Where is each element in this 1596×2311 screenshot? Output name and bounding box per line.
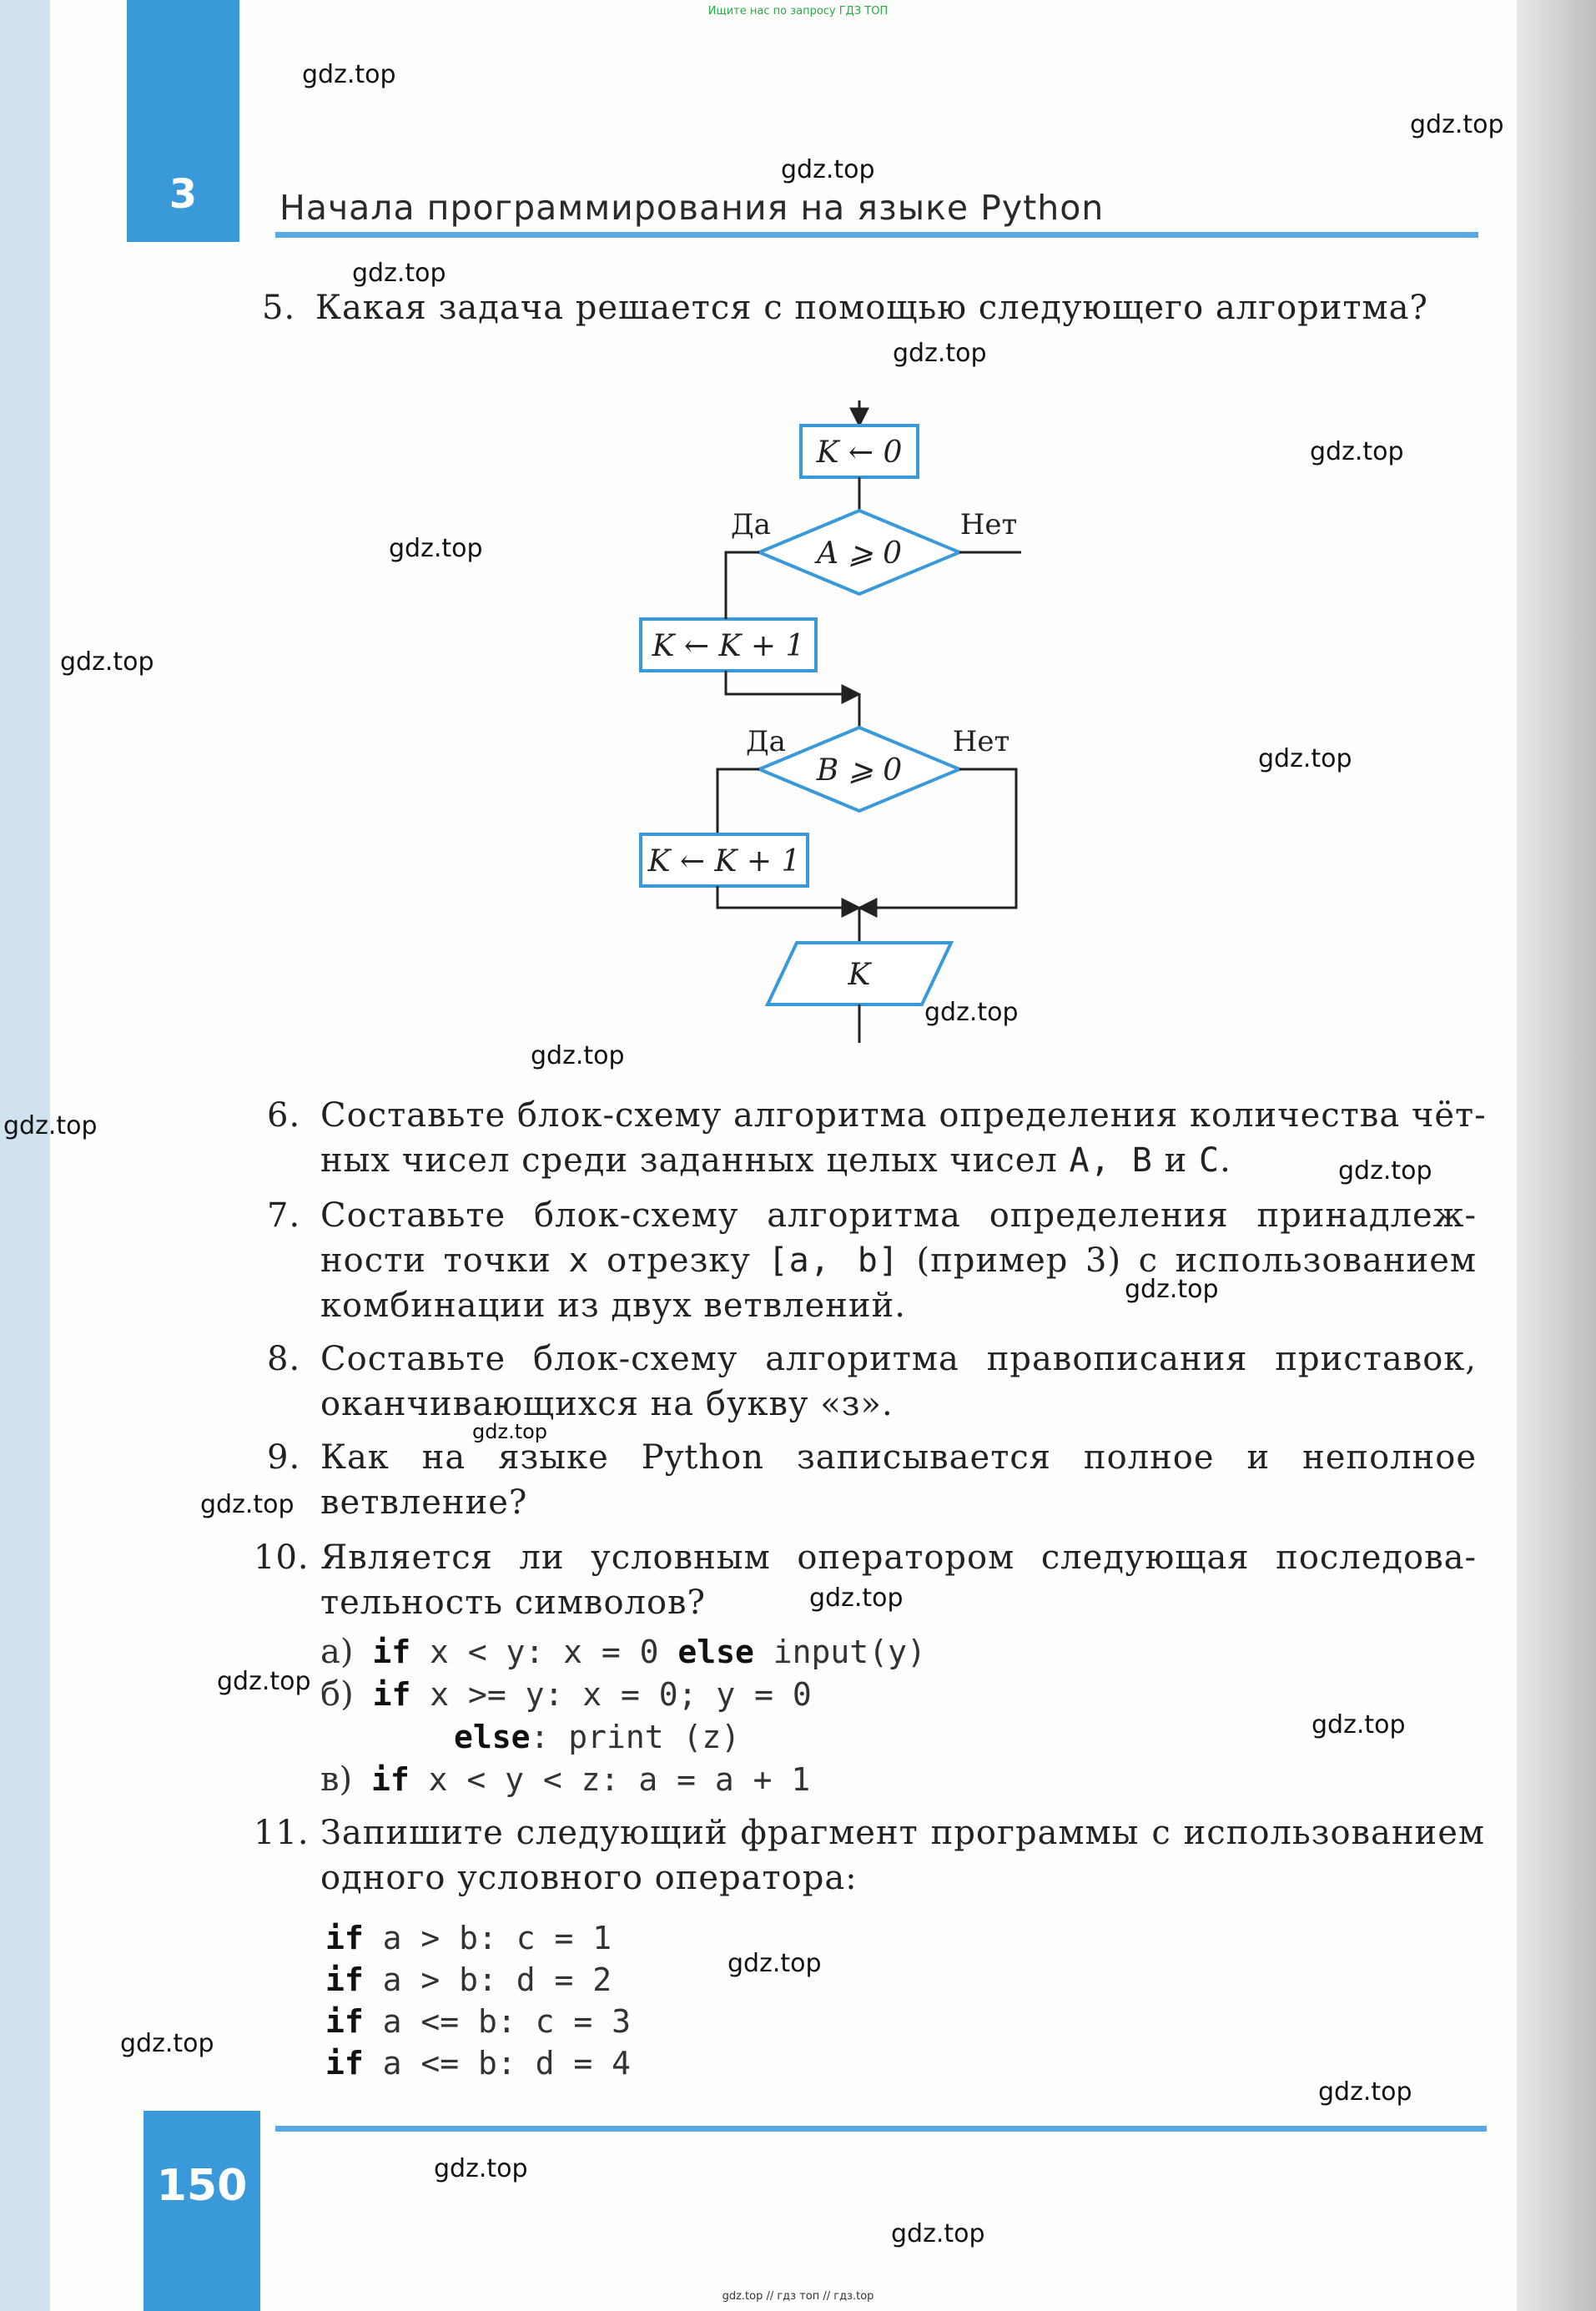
question-number: 7. bbox=[267, 1196, 301, 1235]
watermark: gdz.top bbox=[1310, 437, 1404, 466]
question-text-line-1: Является ли условным оператором следующая последова- bbox=[320, 1538, 1477, 1577]
question-9 bbox=[267, 1435, 1477, 1525]
flowchart bbox=[617, 400, 1018, 1051]
watermark: gdz.top bbox=[3, 1111, 98, 1140]
header-rule bbox=[275, 232, 1478, 238]
code-fragment: a <= b: c = 3 bbox=[363, 2003, 632, 2040]
watermark: gdz.top bbox=[1312, 1710, 1406, 1740]
watermark: gdz.top bbox=[924, 998, 1019, 1027]
question-text-line-2: тельность символов? bbox=[320, 1583, 706, 1622]
question-number: 10. bbox=[254, 1538, 310, 1577]
question-10 bbox=[254, 1535, 1477, 1625]
code-fragment: x < y: x = 0 bbox=[410, 1634, 678, 1670]
watermark: gdz.top bbox=[352, 259, 446, 288]
code-option-a bbox=[320, 1631, 926, 1674]
question-number: 5. bbox=[262, 289, 296, 327]
question-text-line-3: комбинации из двух ветвлений. bbox=[320, 1286, 906, 1325]
question-text: Какая задача решается с помощью следующего алгоритма? bbox=[315, 289, 1428, 327]
question-number: 6. bbox=[267, 1096, 301, 1135]
keyword-else: else bbox=[454, 1719, 531, 1755]
question-5 bbox=[262, 285, 1428, 330]
variable-name: C bbox=[1198, 1141, 1221, 1180]
code-line bbox=[325, 1959, 612, 2001]
variable-name: x bbox=[568, 1241, 590, 1280]
condition-1-text: A ⩾ 0 bbox=[817, 536, 902, 571]
question-text-line-2: оканчивающихся на букву «з». bbox=[320, 1385, 894, 1423]
keyword-if: if bbox=[371, 1761, 410, 1798]
keyword-if: if bbox=[372, 1676, 411, 1713]
page-number: 150 bbox=[156, 2161, 248, 2211]
page-binding-edge bbox=[1517, 0, 1596, 2311]
segment-notation: [a, b] bbox=[768, 1241, 899, 1280]
option-label: б) bbox=[320, 1675, 354, 1714]
watermark: gdz.top bbox=[60, 647, 154, 677]
chapter-title: Начала программирования на языке Python bbox=[279, 188, 1105, 228]
code-option-b bbox=[320, 1674, 812, 1716]
period: . bbox=[1220, 1141, 1231, 1180]
watermark: gdz.top bbox=[302, 60, 396, 89]
code-option-b-else bbox=[454, 1716, 740, 1759]
question-text-fragment: (пример 3) с использованием bbox=[899, 1241, 1477, 1280]
page-number-tab bbox=[143, 2111, 260, 2311]
watermark: gdz.top bbox=[728, 1949, 822, 1978]
no-label-2: Нет bbox=[952, 725, 1010, 758]
increment-1-text: K ← K + 1 bbox=[652, 629, 805, 663]
keyword-if: if bbox=[325, 2045, 364, 2082]
watermark: gdz.top bbox=[472, 1420, 548, 1443]
watermark: gdz.top bbox=[434, 2154, 528, 2183]
option-label: в) bbox=[320, 1760, 353, 1799]
keyword-if: if bbox=[325, 1920, 364, 1956]
footer-rule bbox=[275, 2126, 1487, 2132]
watermark: gdz.top bbox=[781, 155, 875, 184]
increment-2-text: K ← K + 1 bbox=[647, 844, 801, 879]
watermark: gdz.top bbox=[217, 1667, 311, 1696]
question-number: 11. bbox=[254, 1814, 310, 1852]
keyword-else: else bbox=[677, 1634, 754, 1670]
keyword-if: if bbox=[325, 2003, 364, 2040]
question-6 bbox=[267, 1093, 1487, 1183]
question-text-line-2: ветвление? bbox=[320, 1483, 528, 1522]
code-fragment: x < y < z: a = a + 1 bbox=[409, 1761, 811, 1798]
watermark: gdz.top bbox=[1410, 110, 1504, 139]
output-text: K bbox=[848, 958, 871, 992]
question-7 bbox=[267, 1193, 1477, 1328]
watermark: gdz.top bbox=[200, 1490, 295, 1519]
condition-2-text: B ⩾ 0 bbox=[816, 753, 903, 788]
question-text-line-2: одного условного оператора: bbox=[320, 1859, 858, 1897]
chapter-number: 3 bbox=[169, 171, 198, 218]
bottom-note: gdz.top // гдз топ // гдз.top bbox=[722, 2290, 874, 2303]
question-text-line-2: ных чисел среди заданных целых чисел bbox=[320, 1141, 1070, 1180]
code-fragment: input(y) bbox=[753, 1634, 926, 1670]
code-line bbox=[325, 1917, 612, 1960]
option-label: а) bbox=[320, 1633, 354, 1671]
watermark: gdz.top bbox=[893, 339, 987, 368]
keyword-if: if bbox=[372, 1634, 411, 1670]
question-number: 8. bbox=[267, 1340, 301, 1378]
watermark: gdz.top bbox=[389, 534, 483, 563]
watermark: gdz.top bbox=[1318, 2077, 1412, 2107]
question-text-line-1: Как на языке Python записывается полное и неполное bbox=[320, 1438, 1477, 1477]
question-text-fragment: отрезку bbox=[589, 1241, 768, 1280]
init-text: K ← 0 bbox=[816, 436, 903, 470]
yes-label-2: Да bbox=[746, 725, 786, 758]
top-note: Ищите нас по запросу ГДЗ ТОП bbox=[707, 5, 889, 18]
code-fragment: : print (z) bbox=[530, 1719, 741, 1755]
question-11 bbox=[254, 1810, 1485, 1901]
code-fragment: a > b: c = 1 bbox=[363, 1920, 612, 1956]
watermark: gdz.top bbox=[891, 2219, 985, 2248]
question-text-line-1: Запишите следующий фрагмент программы с использованием bbox=[320, 1814, 1485, 1852]
watermark: gdz.top bbox=[1338, 1156, 1432, 1186]
code-line bbox=[325, 2042, 631, 2085]
watermark: gdz.top bbox=[809, 1583, 904, 1613]
left-margin-strip bbox=[0, 0, 50, 2311]
question-8 bbox=[267, 1337, 1477, 1427]
no-label-1: Нет bbox=[959, 508, 1018, 541]
question-text-line-1: Составьте блок-схему алгоритма определения количества чёт- bbox=[320, 1096, 1487, 1135]
watermark: gdz.top bbox=[531, 1041, 625, 1070]
keyword-if: if bbox=[325, 1961, 364, 1998]
question-text-line-2: ности точки bbox=[320, 1241, 569, 1280]
watermark: gdz.top bbox=[120, 2029, 214, 2058]
code-option-c bbox=[320, 1759, 810, 1801]
code-fragment: a <= b: d = 4 bbox=[363, 2045, 632, 2082]
question-text-line-1: Составьте блок-схему алгоритма определения принадлеж- bbox=[320, 1196, 1477, 1235]
question-number: 9. bbox=[267, 1438, 301, 1477]
variable-names: A, B bbox=[1069, 1141, 1153, 1180]
code-fragment: x >= y: x = 0; y = 0 bbox=[410, 1676, 812, 1713]
watermark: gdz.top bbox=[1125, 1275, 1219, 1304]
watermark: gdz.top bbox=[1258, 744, 1352, 773]
code-fragment: a > b: d = 2 bbox=[363, 1961, 612, 1998]
yes-label-1: Да bbox=[731, 508, 771, 541]
conjunction: и bbox=[1152, 1141, 1199, 1180]
question-text-line-1: Составьте блок-схему алгоритма правописания приставок, bbox=[320, 1340, 1477, 1378]
code-line bbox=[325, 2001, 631, 2043]
